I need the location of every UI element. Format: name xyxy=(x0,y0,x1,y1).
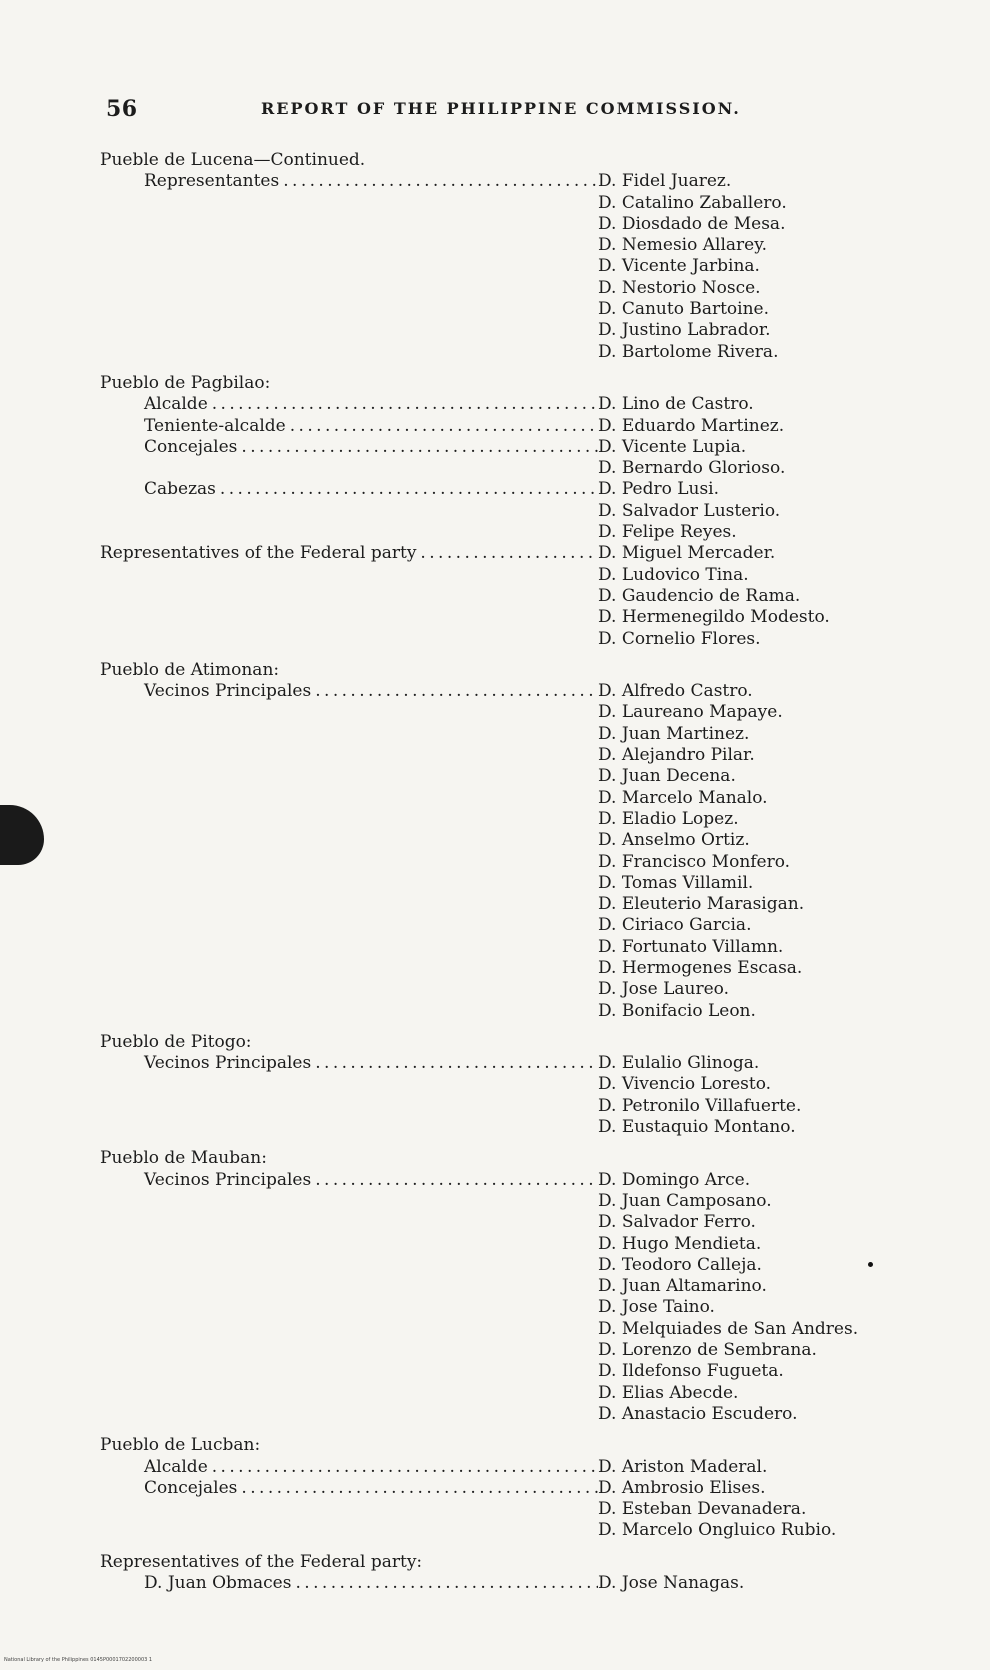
running-head: REPORT OF THE PHILIPPINE COMMISSION. xyxy=(261,99,741,118)
member-name: D. Canuto Bartoine. xyxy=(598,299,770,320)
member-name: D. Hugo Mendieta. xyxy=(598,1233,762,1254)
list-row xyxy=(100,320,920,341)
role-cell-empty xyxy=(100,1297,598,1318)
page-header xyxy=(106,96,806,126)
dot-leaders xyxy=(420,543,598,564)
list-row xyxy=(100,1404,920,1425)
list-row xyxy=(100,894,920,915)
page-number: 56 xyxy=(106,96,138,122)
list-row xyxy=(100,766,920,787)
member-name: D. Ambrosio Elises. xyxy=(598,1477,766,1498)
section-heading: Pueblo de Pagbilao: xyxy=(100,372,271,393)
dot-leaders xyxy=(212,1457,598,1478)
role-cell xyxy=(100,681,598,702)
role-cell-empty xyxy=(100,1001,598,1022)
member-name: D. Jose Laureo. xyxy=(598,979,729,1000)
role-label: Representatives of the Federal party xyxy=(100,543,417,564)
role-cell-empty xyxy=(100,894,598,915)
member-name: D. Domingo Arce. xyxy=(598,1169,751,1190)
list-row xyxy=(100,437,920,458)
member-name: D. Juan Altamarino. xyxy=(598,1276,767,1297)
role-cell-empty xyxy=(100,1520,598,1541)
section-gap xyxy=(100,1022,920,1032)
role-cell-empty xyxy=(100,342,598,363)
list-row xyxy=(100,1297,920,1318)
role-cell-empty xyxy=(100,299,598,320)
list-row xyxy=(100,171,920,192)
member-name: D. Lino de Castro. xyxy=(598,394,754,415)
role-cell-empty xyxy=(100,979,598,1000)
section-heading: Pueblo de Lucban: xyxy=(100,1435,261,1456)
member-name: D. Alfredo Castro. xyxy=(598,681,753,702)
list-row xyxy=(100,1276,920,1297)
role-cell-empty xyxy=(100,915,598,936)
list-row xyxy=(100,1212,920,1233)
list-row xyxy=(100,586,920,607)
list-row xyxy=(100,501,920,522)
section-gap xyxy=(100,650,920,660)
member-name: D. Diosdado de Mesa. xyxy=(598,213,786,234)
member-name: D. Juan Decena. xyxy=(598,766,736,787)
member-name: D. Eduardo Martinez. xyxy=(598,415,785,436)
role-cell-empty xyxy=(100,1319,598,1340)
role-cell-empty xyxy=(100,1234,598,1255)
member-name: D. Nemesio Allarey. xyxy=(598,235,767,256)
role-cell xyxy=(100,437,598,458)
dot-leaders xyxy=(290,416,598,437)
dot-leaders xyxy=(315,1053,598,1074)
role-cell-empty xyxy=(100,278,598,299)
list-row xyxy=(100,681,920,702)
list-row xyxy=(100,958,920,979)
dot-leaders xyxy=(220,479,598,500)
member-name: D. Tomas Villamil. xyxy=(598,872,754,893)
role-cell xyxy=(100,1478,598,1499)
list-row xyxy=(100,873,920,894)
list-row xyxy=(100,607,920,628)
role-label: Representantes xyxy=(144,171,280,192)
member-name: D. Eladio Lopez. xyxy=(598,808,739,829)
member-name: D. Fidel Juarez. xyxy=(598,171,732,192)
member-name: D. Gaudencio de Rama. xyxy=(598,585,801,606)
role-cell-empty xyxy=(100,702,598,723)
member-name: D. Alejandro Pilar. xyxy=(598,745,755,766)
list-row xyxy=(100,724,920,745)
list-row xyxy=(100,788,920,809)
role-label: Concejales xyxy=(144,1477,238,1498)
dot-leaders xyxy=(315,1170,598,1191)
list-row xyxy=(100,915,920,936)
list-row xyxy=(100,852,920,873)
member-name: D. Esteban Devanadera. xyxy=(598,1499,807,1520)
role-label: Cabezas xyxy=(144,479,216,500)
member-name: D. Anselmo Ortiz. xyxy=(598,830,750,851)
section-heading: Pueble de Lucena—Continued. xyxy=(100,150,366,170)
role-cell-empty xyxy=(100,1276,598,1297)
member-name: D. Jose Taino. xyxy=(598,1297,715,1318)
member-name: D. Lorenzo de Sembrana. xyxy=(598,1340,817,1361)
member-name: D. Bonifacio Leon. xyxy=(598,1000,756,1021)
section-gap xyxy=(100,363,920,373)
role-cell xyxy=(100,171,598,192)
role-cell xyxy=(100,1170,598,1191)
list-row xyxy=(100,299,920,320)
role-cell-empty xyxy=(100,745,598,766)
role-cell xyxy=(100,1573,598,1594)
dot-leaders xyxy=(315,681,598,702)
list-row xyxy=(100,1499,920,1520)
list-row xyxy=(100,830,920,851)
section-gap xyxy=(100,1425,920,1435)
member-name: D. Pedro Lusi. xyxy=(598,479,720,500)
list-row xyxy=(100,1191,920,1212)
member-name: D. Eleuterio Marasigan. xyxy=(598,894,805,915)
role-label: Alcalde xyxy=(144,1456,208,1477)
role-cell-empty xyxy=(100,501,598,522)
member-name: D. Salvador Lusterio. xyxy=(598,500,781,521)
member-name: D. Ariston Maderal. xyxy=(598,1456,768,1477)
role-cell-empty xyxy=(100,1191,598,1212)
member-name: D. Bartolome Rivera. xyxy=(598,341,779,362)
member-name: D. Marcelo Ongluico Rubio. xyxy=(598,1520,837,1541)
member-name: D. Fortunato Villamn. xyxy=(598,936,784,957)
list-row xyxy=(100,342,920,363)
list-row xyxy=(100,565,920,586)
role-cell xyxy=(100,416,598,437)
dot-leaders xyxy=(283,171,598,192)
member-name: D. Francisco Monfero. xyxy=(598,851,791,872)
list-row xyxy=(100,1001,920,1022)
role-label: Alcalde xyxy=(144,394,208,415)
role-cell-empty xyxy=(100,788,598,809)
role-cell xyxy=(100,479,598,500)
member-name: D. Ciriaco Garcia. xyxy=(598,915,752,936)
member-name: D. Catalino Zaballero. xyxy=(598,192,787,213)
section-gap xyxy=(100,1138,920,1148)
role-label: D. Juan Obmaces xyxy=(144,1573,292,1593)
dot-leaders xyxy=(241,437,598,458)
role-cell-empty xyxy=(100,852,598,873)
role-cell-empty xyxy=(100,256,598,277)
member-name: D. Bernardo Glorioso. xyxy=(598,458,786,479)
role-cell xyxy=(100,1053,598,1074)
list-row xyxy=(100,979,920,1000)
role-cell-empty xyxy=(100,830,598,851)
section-heading: Pueblo de Atimonan: xyxy=(100,659,280,680)
member-name: D. Marcelo Manalo. xyxy=(598,787,768,808)
member-name: D. Vicente Jarbina. xyxy=(598,256,760,277)
member-name: D. Hermogenes Escasa. xyxy=(598,957,803,978)
member-name: D. Ludovico Tina. xyxy=(598,564,749,585)
role-cell-empty xyxy=(100,586,598,607)
list-row xyxy=(100,1319,920,1340)
section-heading: Representatives of the Federal party: xyxy=(100,1551,423,1572)
list-row xyxy=(100,522,920,543)
role-cell-empty xyxy=(100,1117,598,1138)
member-name: D. Cornelio Flores. xyxy=(598,628,761,649)
list-row xyxy=(100,1255,920,1276)
list-row xyxy=(100,479,920,500)
section-heading: Pueblo de Mauban: xyxy=(100,1148,267,1169)
list-row xyxy=(100,193,920,214)
list-row xyxy=(100,278,920,299)
list-row xyxy=(100,1478,920,1499)
role-cell-empty xyxy=(100,1404,598,1425)
member-name: D. Nestorio Nosce. xyxy=(598,277,761,298)
section-heading: Pueblo de Pitogo: xyxy=(100,1031,252,1052)
member-name: D. Vivencio Loresto. xyxy=(598,1074,772,1095)
list-row xyxy=(100,416,920,437)
member-name: D. Juan Martinez. xyxy=(598,723,750,744)
role-cell-empty xyxy=(100,214,598,235)
list-row xyxy=(100,1573,920,1594)
list-row xyxy=(100,1117,920,1138)
list-row xyxy=(100,1096,920,1117)
member-name: D. Teodoro Calleja. xyxy=(598,1254,762,1275)
member-name: D. Anastacio Escudero. xyxy=(598,1403,798,1424)
role-cell-empty xyxy=(100,766,598,787)
section-gap xyxy=(100,1542,920,1552)
member-name: D. Eustaquio Montano. xyxy=(598,1117,796,1138)
member-name: D. Elias Abecde. xyxy=(598,1382,739,1403)
document-body xyxy=(100,150,920,1594)
role-cell-empty xyxy=(100,1074,598,1095)
member-name: D. Eulalio Glinoga. xyxy=(598,1053,760,1074)
list-row xyxy=(100,1383,920,1404)
member-name: D. Vicente Lupia. xyxy=(598,436,747,457)
member-name: D. Ildefonso Fugueta. xyxy=(598,1361,784,1382)
role-cell-empty xyxy=(100,809,598,830)
list-row xyxy=(100,1457,920,1478)
footer-note: National Library of the Philippines 0145P0001702200003 1 xyxy=(4,1657,153,1663)
list-row xyxy=(100,1340,920,1361)
list-row xyxy=(100,1170,920,1191)
list-row xyxy=(100,1234,920,1255)
role-cell-empty xyxy=(100,724,598,745)
list-row xyxy=(100,937,920,958)
role-cell-empty xyxy=(100,320,598,341)
list-row xyxy=(100,702,920,723)
role-cell-empty xyxy=(100,958,598,979)
member-name: D. Petronilo Villafuerte. xyxy=(598,1095,802,1116)
list-row xyxy=(100,1053,920,1074)
role-cell-empty xyxy=(100,193,598,214)
list-row xyxy=(100,1074,920,1095)
role-label: Concejales xyxy=(144,436,238,457)
role-cell-empty xyxy=(100,1340,598,1361)
list-row xyxy=(100,1361,920,1382)
role-cell xyxy=(100,1457,598,1478)
list-row xyxy=(100,745,920,766)
role-cell-empty xyxy=(100,565,598,586)
role-label: Teniente-alcalde xyxy=(144,415,286,436)
member-name: D. Jose Nanagas. xyxy=(598,1573,745,1593)
role-cell-empty xyxy=(100,1361,598,1382)
role-cell-empty xyxy=(100,1255,598,1276)
role-label: Vecinos Principales xyxy=(144,1169,312,1190)
role-cell-empty xyxy=(100,1499,598,1520)
list-row xyxy=(100,809,920,830)
member-name: D. Hermenegildo Modesto. xyxy=(598,607,830,628)
dot-leaders xyxy=(295,1573,598,1594)
dot-leaders xyxy=(212,394,598,415)
list-row xyxy=(100,214,920,235)
list-row xyxy=(100,235,920,256)
role-cell xyxy=(100,394,598,415)
role-cell-empty xyxy=(100,235,598,256)
member-name: D. Salvador Ferro. xyxy=(598,1212,756,1233)
role-cell-empty xyxy=(100,1212,598,1233)
list-row xyxy=(100,1520,920,1541)
member-name: D. Juan Camposano. xyxy=(598,1190,772,1211)
scan-smudge xyxy=(0,805,44,865)
role-cell-empty xyxy=(100,607,598,628)
list-row xyxy=(100,629,920,650)
role-cell-empty xyxy=(100,458,598,479)
list-row xyxy=(100,256,920,277)
dot-leaders xyxy=(241,1478,598,1499)
member-name: D. Justino Labrador. xyxy=(598,320,771,341)
role-label: Vecinos Principales xyxy=(144,1053,312,1074)
role-cell-empty xyxy=(100,937,598,958)
role-cell xyxy=(100,543,598,564)
list-row xyxy=(100,543,920,564)
role-cell-empty xyxy=(100,873,598,894)
list-row xyxy=(100,458,920,479)
list-row xyxy=(100,394,920,415)
role-label: Vecinos Principales xyxy=(144,681,312,702)
member-name: D. Laureano Mapaye. xyxy=(598,702,783,723)
role-cell-empty xyxy=(100,522,598,543)
member-name: D. Miguel Mercader. xyxy=(598,543,776,564)
role-cell-empty xyxy=(100,1096,598,1117)
role-cell-empty xyxy=(100,1383,598,1404)
role-cell-empty xyxy=(100,629,598,650)
member-name: D. Felipe Reyes. xyxy=(598,522,737,543)
member-name: D. Melquiades de San Andres. xyxy=(598,1318,859,1339)
